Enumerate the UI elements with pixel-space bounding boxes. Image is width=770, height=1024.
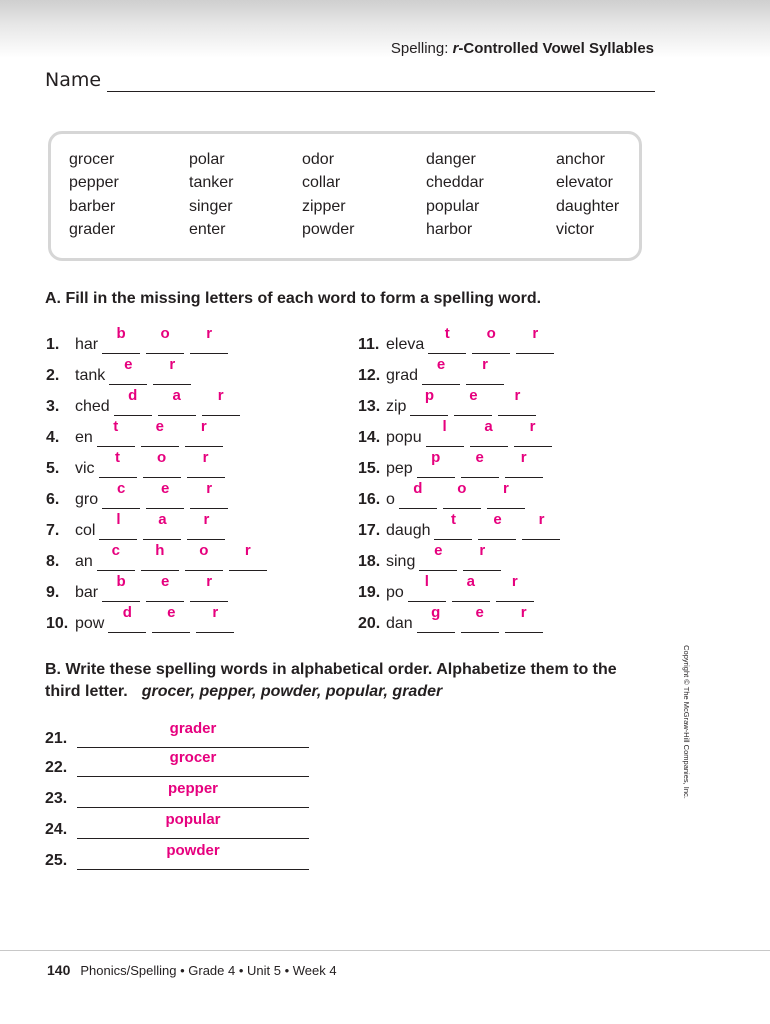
section-a-title: A. Fill in the missing letters of each word to form a spelling word. bbox=[45, 290, 542, 307]
word-bank-word: danger bbox=[426, 151, 476, 168]
footer-divider bbox=[0, 950, 770, 951]
answer-letter: o bbox=[457, 480, 467, 497]
name-line[interactable] bbox=[107, 74, 655, 92]
letter-blank[interactable] bbox=[410, 415, 448, 416]
word-stem: grad bbox=[386, 367, 419, 384]
answer-letter: d bbox=[413, 480, 423, 497]
answer-letter: o bbox=[160, 325, 170, 342]
answer-letter: r bbox=[514, 387, 521, 404]
letter-blank[interactable] bbox=[487, 508, 525, 509]
word-bank-word: cheddar bbox=[426, 174, 484, 191]
letter-blank[interactable] bbox=[114, 415, 152, 416]
answer-line[interactable] bbox=[77, 747, 309, 748]
word-stem: en bbox=[75, 429, 93, 446]
letter-blank[interactable] bbox=[478, 539, 516, 540]
word-bank-word: odor bbox=[302, 151, 335, 168]
item-number: 18. bbox=[358, 553, 381, 570]
letter-blank[interactable] bbox=[399, 508, 437, 509]
answer-letter: o bbox=[156, 449, 167, 466]
answer-word: grader bbox=[169, 720, 217, 737]
letter-blank[interactable] bbox=[185, 446, 223, 447]
answer-letter: o bbox=[199, 542, 209, 559]
item-number: 6. bbox=[46, 491, 60, 508]
item-number: 16. bbox=[358, 491, 381, 508]
item-number: 14. bbox=[358, 429, 381, 446]
item-number: 5. bbox=[46, 460, 60, 477]
answer-letter: e bbox=[160, 480, 170, 497]
letter-blank[interactable] bbox=[158, 415, 196, 416]
word-stem: tank bbox=[75, 367, 106, 384]
item-number: 13. bbox=[358, 398, 381, 415]
answer-letter: r bbox=[520, 449, 527, 466]
word-stem: ched bbox=[75, 398, 110, 415]
letter-blank[interactable] bbox=[196, 632, 234, 633]
answer-letter: l bbox=[442, 418, 447, 435]
title-suffix: -Controlled Vowel Syllables bbox=[458, 40, 654, 57]
answer-line[interactable] bbox=[77, 838, 309, 839]
answer-letter: h bbox=[155, 542, 165, 559]
answer-letter: r bbox=[212, 604, 219, 621]
letter-blank[interactable] bbox=[461, 477, 499, 478]
word-bank-word: pepper bbox=[69, 174, 119, 191]
answer-letter: e bbox=[155, 418, 164, 435]
item-number: 3. bbox=[46, 398, 60, 415]
letter-blank[interactable] bbox=[141, 446, 179, 447]
name-field bbox=[45, 66, 655, 92]
answer-letter: r bbox=[529, 418, 536, 435]
answer-line[interactable] bbox=[77, 776, 309, 777]
answer-letter: a bbox=[484, 418, 493, 435]
answer-letter: r bbox=[200, 418, 207, 435]
answer-letter: r bbox=[532, 325, 539, 342]
answer-letter: t bbox=[115, 449, 121, 466]
word-bank-word: singer bbox=[189, 198, 233, 215]
word-stem: o bbox=[386, 491, 395, 508]
word-bank-word: barber bbox=[69, 198, 116, 215]
letter-blank[interactable] bbox=[505, 632, 543, 633]
letter-blank[interactable] bbox=[190, 508, 228, 509]
letter-blank[interactable] bbox=[422, 384, 460, 385]
letter-blank[interactable] bbox=[146, 353, 184, 354]
word-bank-word: zipper bbox=[302, 198, 346, 215]
letter-blank[interactable] bbox=[514, 446, 552, 447]
letter-blank[interactable] bbox=[141, 570, 179, 571]
answer-word: popular bbox=[165, 811, 221, 828]
letter-blank[interactable] bbox=[505, 477, 543, 478]
word-bank-word: collar bbox=[302, 174, 341, 191]
alphabetical-item bbox=[45, 780, 309, 812]
word-stem: col bbox=[75, 522, 96, 539]
letter-blank[interactable] bbox=[454, 415, 492, 416]
item-number: 19. bbox=[358, 584, 381, 601]
word-stem: vic bbox=[75, 460, 95, 477]
word-stem: eleva bbox=[386, 336, 425, 353]
letter-blank[interactable] bbox=[496, 601, 534, 602]
copyright-notice: Copyright © The McGraw-Hill Companies, Inc. bbox=[682, 645, 691, 799]
answer-letter: d bbox=[128, 387, 138, 404]
answer-letter: t bbox=[450, 511, 456, 528]
answer-letter: e bbox=[469, 387, 478, 404]
word-stem: dan bbox=[386, 615, 413, 632]
word-bank-word: grader bbox=[69, 221, 116, 238]
letter-blank[interactable] bbox=[428, 353, 466, 354]
item-number: 17. bbox=[358, 522, 381, 539]
word-bank-word: victor bbox=[556, 221, 595, 238]
item-number: 2. bbox=[46, 367, 60, 384]
letter-blank[interactable] bbox=[143, 539, 181, 540]
word-stem: daugh bbox=[386, 522, 431, 539]
answer-letter: g bbox=[431, 604, 441, 621]
answer-letter: r bbox=[202, 449, 209, 466]
letter-blank[interactable] bbox=[408, 601, 446, 602]
answer-letter: a bbox=[172, 387, 181, 404]
word-bank-word: tanker bbox=[189, 174, 234, 191]
letter-blank[interactable] bbox=[97, 446, 135, 447]
item-number: 24. bbox=[45, 821, 68, 838]
answer-letter: c bbox=[116, 480, 126, 497]
letter-blank[interactable] bbox=[229, 570, 267, 571]
item-number: 11. bbox=[358, 336, 380, 353]
answer-letter: r bbox=[502, 480, 509, 497]
letter-blank[interactable] bbox=[108, 632, 146, 633]
answer-letter: r bbox=[244, 542, 251, 559]
answer-line[interactable] bbox=[77, 869, 309, 870]
answer-letter: r bbox=[520, 604, 527, 621]
word-stem: bar bbox=[75, 584, 99, 601]
answer-letter: e bbox=[434, 542, 443, 559]
word-bank-word: polar bbox=[189, 151, 225, 168]
worksheet-title bbox=[391, 40, 654, 57]
letter-blank[interactable] bbox=[143, 477, 181, 478]
word-stem: pep bbox=[386, 460, 413, 477]
answer-letter: r bbox=[482, 356, 488, 373]
name-label: Name bbox=[45, 69, 102, 91]
alphabetical-item bbox=[45, 749, 309, 781]
item-number: 12. bbox=[358, 367, 381, 384]
word-bank-word: grocer bbox=[69, 151, 115, 168]
answer-letter: p bbox=[424, 387, 435, 404]
section-b-title-line1: B. Write these spelling words in alphabetical order. Alphabetize them to the bbox=[45, 661, 617, 678]
section-b-title bbox=[45, 659, 617, 703]
letter-blank[interactable] bbox=[452, 601, 490, 602]
letter-blank[interactable] bbox=[190, 353, 228, 354]
answer-letter: e bbox=[436, 356, 446, 373]
word-stem: zip bbox=[386, 398, 407, 415]
letter-blank[interactable] bbox=[102, 508, 140, 509]
letter-blank[interactable] bbox=[99, 477, 137, 478]
item-number: 9. bbox=[46, 584, 60, 601]
answer-letter: r bbox=[479, 542, 486, 559]
answer-letter: o bbox=[486, 325, 496, 342]
answer-letter: b bbox=[116, 573, 126, 590]
answer-letter: a bbox=[158, 511, 167, 528]
answer-letter: e bbox=[493, 511, 502, 528]
item-number: 1. bbox=[46, 336, 60, 353]
letter-blank[interactable] bbox=[97, 570, 135, 571]
letter-blank[interactable] bbox=[419, 570, 457, 571]
item-number: 22. bbox=[45, 759, 68, 776]
alphabetical-item bbox=[45, 842, 309, 874]
section-b-title-line2-text: third letter. bbox=[45, 683, 128, 700]
answer-line[interactable] bbox=[77, 807, 309, 808]
word-bank-word: anchor bbox=[556, 151, 605, 168]
letter-blank[interactable] bbox=[109, 384, 147, 385]
item-number: 15. bbox=[358, 460, 381, 477]
title-prefix: Spelling: bbox=[390, 40, 453, 57]
answer-word: grocer bbox=[169, 749, 217, 766]
answer-letter: r bbox=[206, 573, 213, 590]
answer-letter: r bbox=[538, 511, 545, 528]
letter-blank[interactable] bbox=[522, 539, 560, 540]
alphabetical-item bbox=[45, 811, 309, 843]
letter-blank[interactable] bbox=[463, 570, 501, 571]
letter-blank[interactable] bbox=[99, 539, 137, 540]
word-box bbox=[48, 131, 642, 261]
answer-letter: e bbox=[475, 449, 484, 466]
answer-letter: d bbox=[122, 604, 132, 621]
answer-letter: r bbox=[203, 511, 210, 528]
letter-blank[interactable] bbox=[187, 477, 225, 478]
word-bank-word: popular bbox=[426, 198, 480, 215]
word-bank-word: enter bbox=[189, 221, 226, 238]
letter-blank[interactable] bbox=[202, 415, 240, 416]
word-stem: popu bbox=[386, 429, 422, 446]
answer-letter: r bbox=[206, 480, 213, 497]
letter-blank[interactable] bbox=[426, 446, 464, 447]
section-b-title-line2 bbox=[45, 681, 617, 703]
letter-blank[interactable] bbox=[190, 601, 228, 602]
footer bbox=[47, 962, 337, 978]
item-number: 25. bbox=[45, 852, 68, 869]
answer-letter: t bbox=[113, 418, 119, 435]
word-bank-word: daughter bbox=[556, 198, 620, 215]
letter-blank[interactable] bbox=[417, 477, 455, 478]
answer-letter: t bbox=[444, 325, 450, 342]
word-stem: gro bbox=[75, 491, 99, 508]
letter-blank[interactable] bbox=[102, 353, 140, 354]
footer-text: Phonics/Spelling • Grade 4 • Unit 5 • Week 4 bbox=[80, 963, 337, 978]
letter-blank[interactable] bbox=[187, 539, 225, 540]
answer-word: pepper bbox=[167, 780, 218, 797]
letter-blank[interactable] bbox=[153, 384, 191, 385]
letter-blank[interactable] bbox=[146, 508, 184, 509]
letter-blank[interactable] bbox=[516, 353, 554, 354]
letter-blank[interactable] bbox=[102, 601, 140, 602]
answer-letter: l bbox=[116, 511, 121, 528]
word-bank-word: elevator bbox=[556, 174, 613, 191]
word-stem: po bbox=[386, 584, 404, 601]
letter-blank[interactable] bbox=[185, 570, 223, 571]
item-number: 8. bbox=[46, 553, 60, 570]
word-stem: pow bbox=[75, 615, 105, 632]
item-number: 10. bbox=[46, 615, 69, 632]
letter-blank[interactable] bbox=[470, 446, 508, 447]
letter-blank[interactable] bbox=[466, 384, 504, 385]
section-b-word-list: grocer, pepper, powder, popular, grader bbox=[141, 683, 443, 700]
item-number: 7. bbox=[46, 522, 60, 539]
letter-blank[interactable] bbox=[434, 539, 472, 540]
item-number: 4. bbox=[46, 429, 60, 446]
answer-letter: l bbox=[424, 573, 429, 590]
letter-blank[interactable] bbox=[152, 632, 190, 633]
letter-blank[interactable] bbox=[417, 632, 455, 633]
item-number: 23. bbox=[45, 790, 68, 807]
answer-letter: e bbox=[124, 356, 133, 373]
word-bank-word: powder bbox=[302, 221, 355, 238]
letter-blank[interactable] bbox=[443, 508, 481, 509]
letter-blank[interactable] bbox=[498, 415, 536, 416]
item-number: 21. bbox=[45, 730, 68, 747]
header-band bbox=[0, 0, 770, 58]
answer-letter: b bbox=[116, 325, 126, 342]
word-bank-word: harbor bbox=[426, 221, 473, 238]
answer-letter: r bbox=[217, 387, 224, 404]
page-number: 140 bbox=[47, 962, 71, 978]
answer-letter: r bbox=[206, 325, 213, 342]
answer-letter: r bbox=[169, 356, 176, 373]
answer-letter: e bbox=[160, 573, 170, 590]
answer-letter: a bbox=[466, 573, 475, 590]
answer-word: powder bbox=[166, 842, 220, 859]
word-stem: sing bbox=[386, 553, 416, 570]
title-r: r bbox=[452, 40, 459, 57]
answer-letter: r bbox=[511, 573, 518, 590]
answer-letter: e bbox=[475, 604, 484, 621]
letter-blank[interactable] bbox=[146, 601, 184, 602]
letter-blank[interactable] bbox=[461, 632, 499, 633]
word-stem: an bbox=[75, 553, 93, 570]
answer-letter: p bbox=[431, 449, 441, 466]
answer-letter: e bbox=[167, 604, 176, 621]
word-stem: har bbox=[75, 336, 99, 353]
letter-blank[interactable] bbox=[472, 353, 510, 354]
item-number: 20. bbox=[358, 615, 381, 632]
answer-letter: c bbox=[111, 542, 120, 559]
